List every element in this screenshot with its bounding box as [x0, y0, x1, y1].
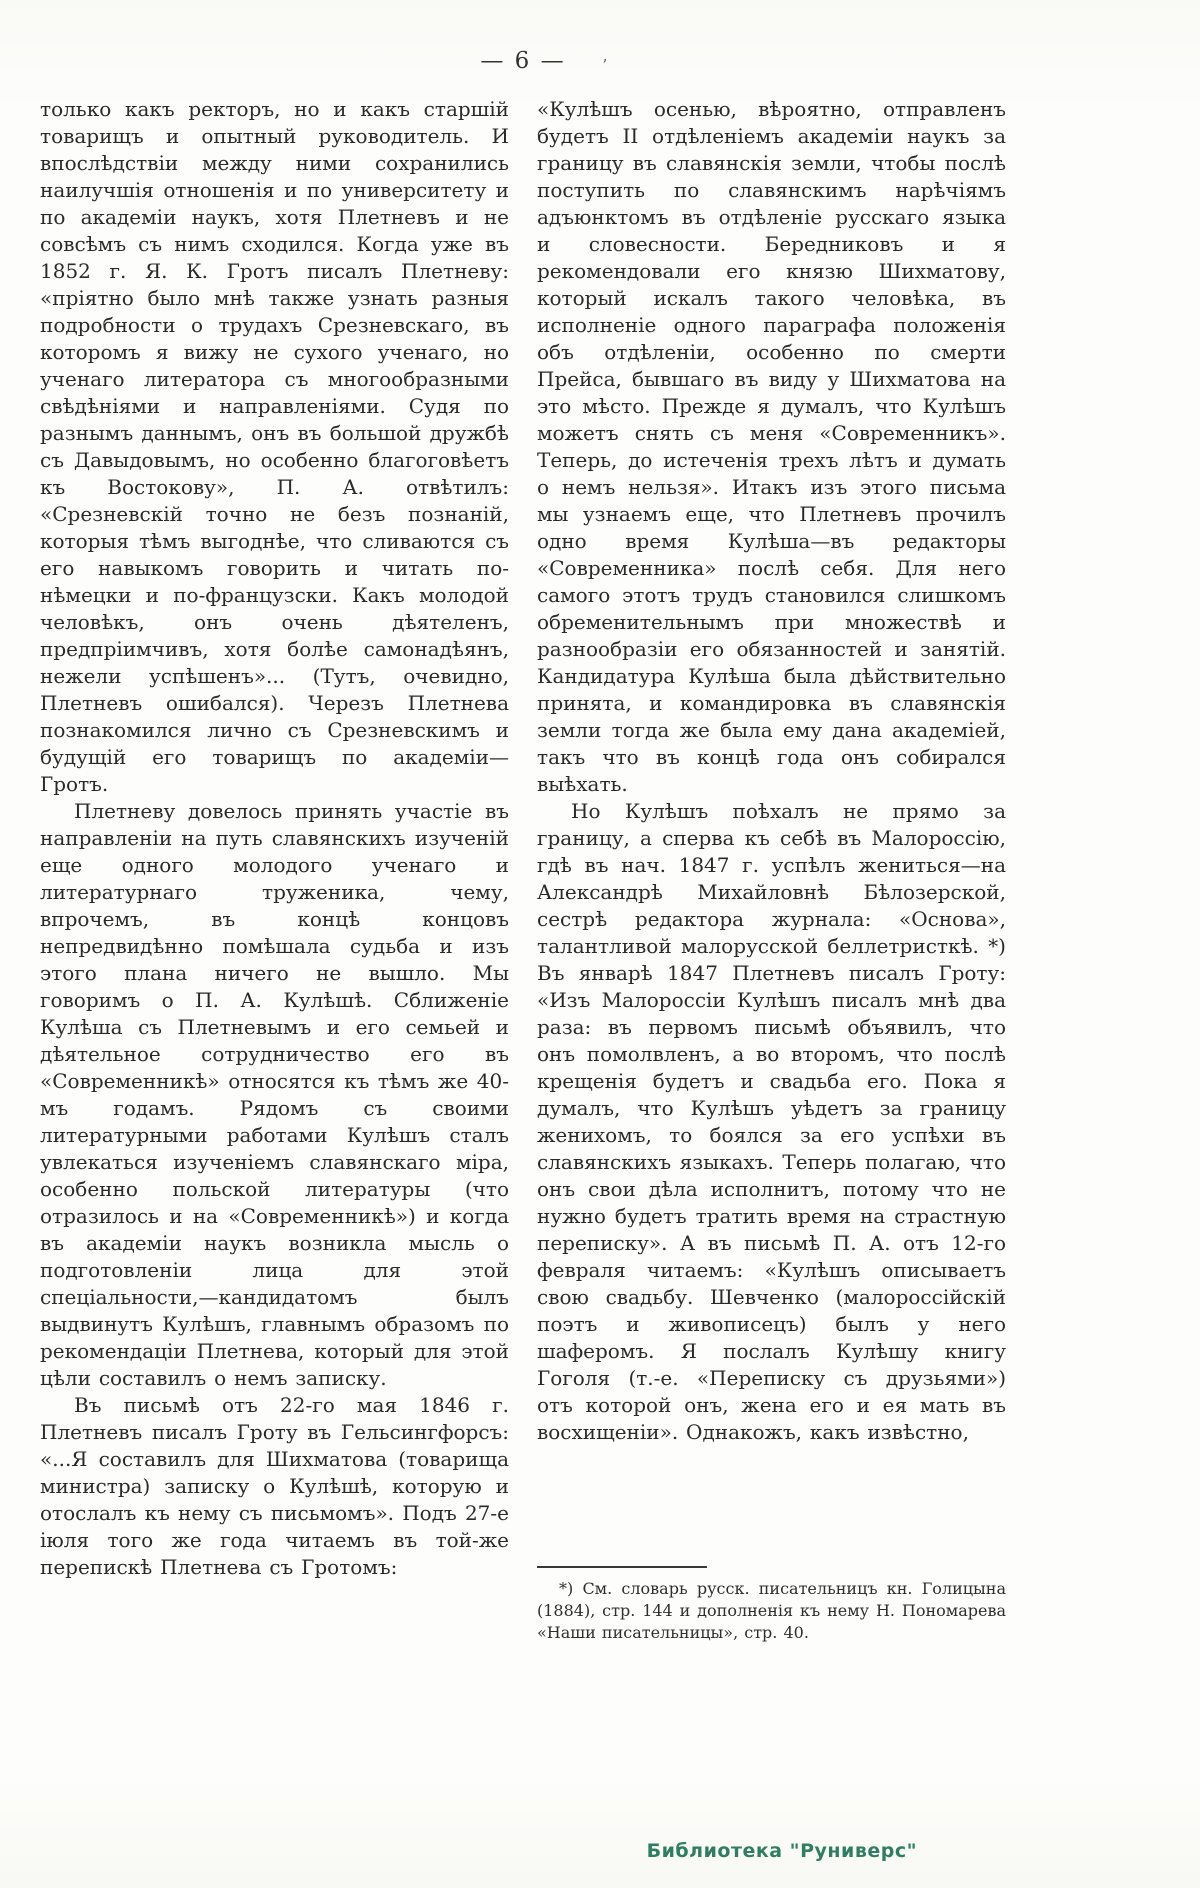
paragraph: Въ письмѣ отъ 22-го мая 1846 г. Плетневъ писалъ Гроту въ Гельсингфорсъ: «...Я составилъ для Шихматова (товарища министра) записку о Кулѣшѣ, которую и отослалъ къ нему съ письмомъ». Подъ 27-е іюля того же года читаемъ въ той-же перепискѣ Плетнева съ Гротомъ:	[40, 1393, 509, 1579]
print-artifact-mark: ʼ	[602, 56, 607, 74]
paragraph: только какъ ректоръ, но и какъ старшій товарищъ и опытный руководитель. И впослѣдствіи между ними сохранились наилучшія отношенія и по университету и по академіи наукъ, хотя Плетневъ и не совсѣмъ съ нимъ сходился. Когда уже въ 1852 г. Я. К. Гротъ писалъ Плетневу: «пріятно было мнѣ также узнать разныя подробности о трудахъ Срезневскаго, въ которомъ я вижу не сухого ученаго, но ученаго литератора съ многообразными свѣдѣніями и направленіями. Судя по разнымъ даннымъ, онъ въ большой дружбѣ съ Давыдовымъ, но особенно благоговѣетъ къ Востокову», П. А. отвѣтилъ: «Срезневскій точно не безъ познаній, которыя тѣмъ выгоднѣе, что сливаются съ его навыкомъ говорить и читать по-нѣмецки и по-французски. Какъ молодой человѣкъ, онъ очень дѣятеленъ, предпріимчивъ, хотя болѣе самонадѣянъ, нежели успѣшенъ»... (Тутъ, очевидно, Плетневъ ошибался). Черезъ Плетнева познакомился лично съ Срезневскимъ и будущій его товарищъ по академіи— Гротъ.	[40, 97, 509, 796]
library-watermark: Библиотека "Руниверс"	[646, 1840, 917, 1862]
paragraph: «Кулѣшъ осенью, вѣроятно, отправленъ будетъ II отдѣленіемъ академіи наукъ за границу въ славянскія земли, чтобы послѣ поступить по славянскимъ нарѣчіямъ адъюнктомъ въ отдѣленіе русскаго языка и словесности. Бередниковъ и я рекомендовали его князю Шихматову, который искалъ такого человѣка, въ исполненіе одного параграфа положенія объ отдѣленіи, особенно по смерти Прейса, бывшаго въ виду у Шихматова на это мѣсто. Прежде я думалъ, что Кулѣшъ можетъ снять съ меня «Современникъ». Теперь, до истеченія трехъ лѣтъ и думать о немъ нельзя». Итакъ изъ этого письма мы узнаемъ еще, что Плетневъ прочилъ одно время Кулѣша—въ редакторы «Современника» послѣ себя. Для него самого этотъ трудъ становился слишкомъ обременительнымъ при множествѣ и разнообразіи его обязанностей и занятій. Кандидатура Кулѣша была дѣйствительно принята, и командировка въ славянскія земли тогда же была ему дана академіей, такъ что въ концѣ года онъ собирался выѣхать.	[537, 97, 1006, 796]
right-column	[537, 96, 1006, 1644]
page-number: — 6 —	[480, 48, 566, 74]
footnote-text: *) См. словарь русск. писательницъ кн. Голицына (1884), стр. 144 и дополненія къ нему Н. Пономарева «Наши писательницы», стр. 40.	[537, 1579, 1006, 1642]
paragraph: Плетневу довелось принять участіе въ направленіи на путь славянскихъ изученій еще одного молодого ученаго и литературнаго труженика, чему, впрочемъ, въ концѣ концовъ непредвидѣнно помѣшала судьба и изъ этого плана ничего не вышло. Мы говоримъ о П. А. Кулѣшѣ. Сближеніе Кулѣша съ Плетневымъ и его семьей и дѣятельное сотрудничество его въ «Современникѣ» относятся къ тѣмъ же 40-мъ годамъ. Рядомъ съ своими литературными работами Кулѣшъ сталъ увлекаться изученіемъ славянскаго міра, особенно польской литературы (что отразилось и на «Современникѣ») и когда въ академіи наукъ возникла мысль о подготовленіи лица для этой спеціальности,—кандидатомъ былъ выдвинутъ Кулѣшъ, главнымъ образомъ по рекомендаціи Плетнева, который для этой цѣли составилъ о немъ записку.	[40, 799, 509, 1390]
footnote-divider	[537, 1566, 707, 1568]
left-column	[40, 96, 509, 1644]
text-columns	[40, 96, 1006, 1644]
footnote	[537, 1566, 1006, 1644]
paragraph: Но Кулѣшъ поѣхалъ не прямо за границу, а сперва къ себѣ въ Малороссію, гдѣ въ нач. 1847 г. успѣлъ жениться—на Александрѣ Михайловнѣ Бѣлозерской, сестрѣ редактора журнала: «Основа», талантливой малорусской беллетристкѣ. *) Въ январѣ 1847 Плетневъ писалъ Гроту: «Изъ Малороссіи Кулѣшъ писалъ мнѣ два раза: въ первомъ письмѣ объявилъ, что онъ помолвленъ, а во второмъ, что послѣ крещенія будетъ и свадьба его. Пока я думалъ, что Кулѣшъ уѣдетъ за границу женихомъ, то боялся за его успѣхи въ славянскихъ языкахъ. Теперь полагаю, что онъ свои дѣла исполнитъ, потому что не нужно будетъ тратить время на страстную переписку». А въ письмѣ П. А. отъ 12-го февраля читаемъ: «Кулѣшъ описываетъ свою свадьбу. Шевченко (малороссійскій поэтъ и живописецъ) былъ у него шаферомъ. Я послалъ Кулѣшу книгу Гоголя (т.-е. «Переписку съ друзьями») отъ которой онъ, жена его и ея мать въ восхищеніи». Однакожъ, какъ извѣстно,	[537, 799, 1006, 1444]
